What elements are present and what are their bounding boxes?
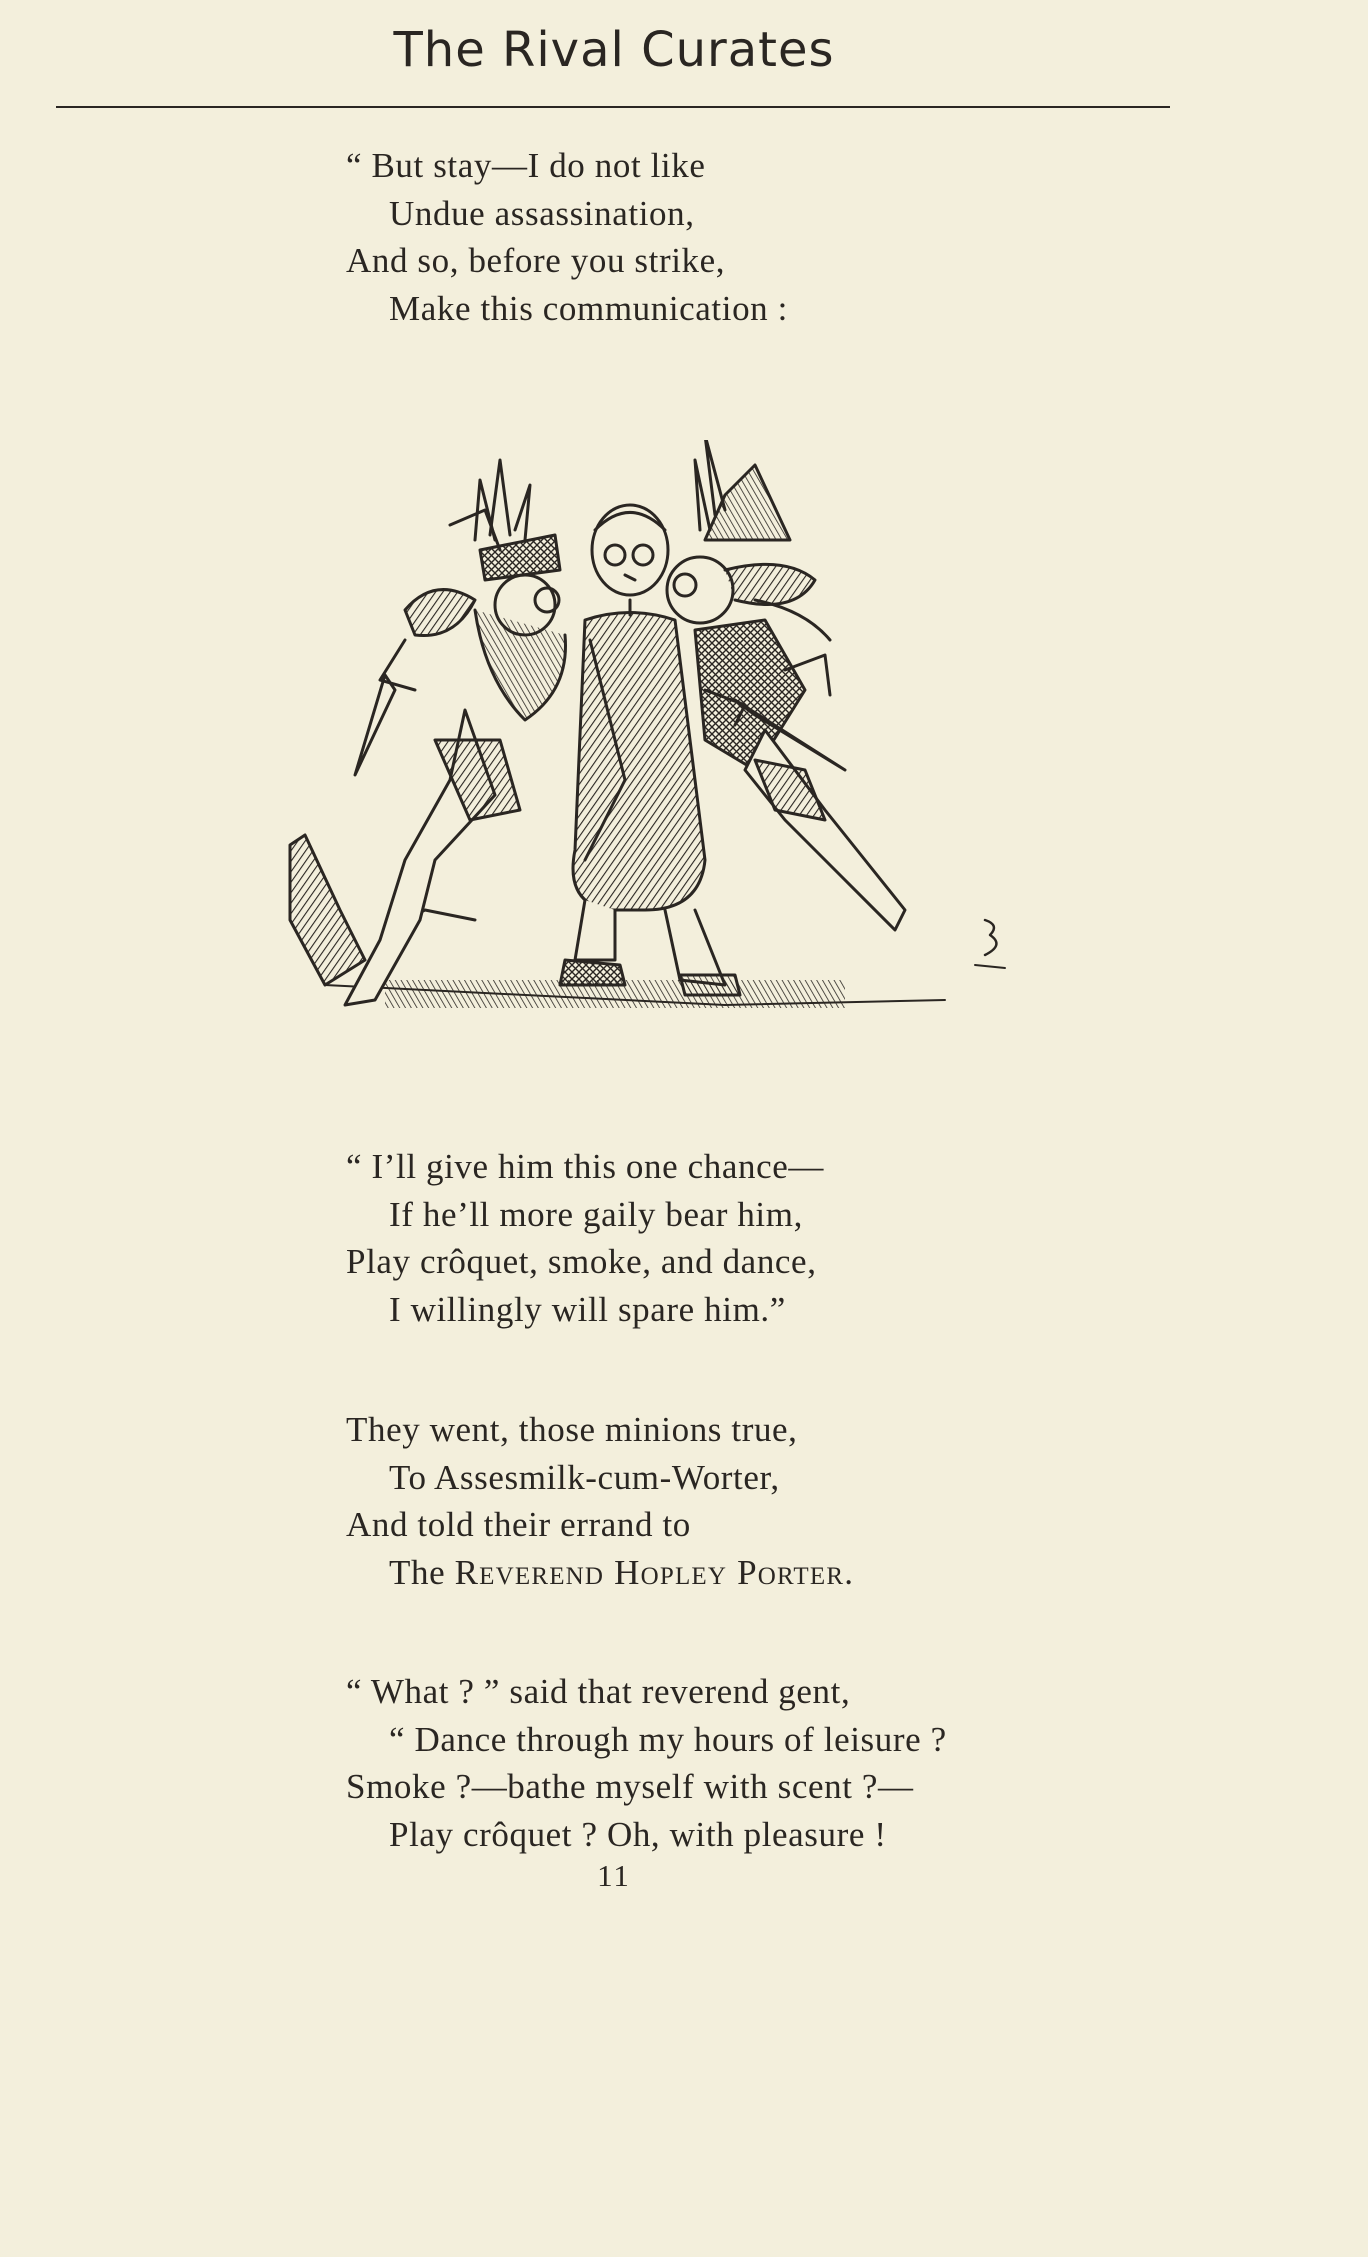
verse-line: Make this communication : [389, 288, 788, 328]
stanza-2 [346, 1143, 1106, 1333]
verse-line-prefix: The [389, 1552, 455, 1592]
page-number: 11 [597, 1858, 631, 1893]
verse-line: “ But stay—I do not like [346, 146, 706, 185]
stanza-3 [346, 1406, 1106, 1596]
verse-line: I willingly will spare him.” [389, 1289, 786, 1329]
verse-line: If he’ll more gaily bear him, [389, 1194, 803, 1234]
stanza-4 [346, 1668, 1106, 1858]
running-head: The Rival Curates [393, 22, 835, 78]
verse-line: Undue assassination, [389, 193, 695, 233]
stanza-1 [346, 142, 1106, 332]
verse-line: To Assesmilk-cum-Worter, [389, 1457, 780, 1497]
verse-line: Play crôquet, smoke, and dance, [346, 1242, 817, 1281]
header-rule [56, 106, 1170, 108]
verse-line: And told their errand to [346, 1505, 691, 1544]
verse-line-suffix: . [844, 1552, 854, 1592]
verse-line: Smoke ?—bathe myself with scent ?— [346, 1767, 914, 1806]
verse-line: “ Dance through my hours of leisure ? [389, 1719, 947, 1759]
reverend-name: Reverend Hopley Porter [454, 1552, 845, 1592]
three-figures-engraving-icon [285, 440, 1025, 1040]
verse-line: “ I’ll give him this one chance— [346, 1147, 824, 1186]
verse-line: And so, before you strike, [346, 241, 726, 280]
verse-line: They went, those minions true, [346, 1410, 798, 1449]
verse-line: Play crôquet ? Oh, with pleasure ! [389, 1814, 887, 1854]
verse-line [346, 1549, 1106, 1597]
verse-line: “ What ? ” said that reverend gent, [346, 1672, 851, 1711]
